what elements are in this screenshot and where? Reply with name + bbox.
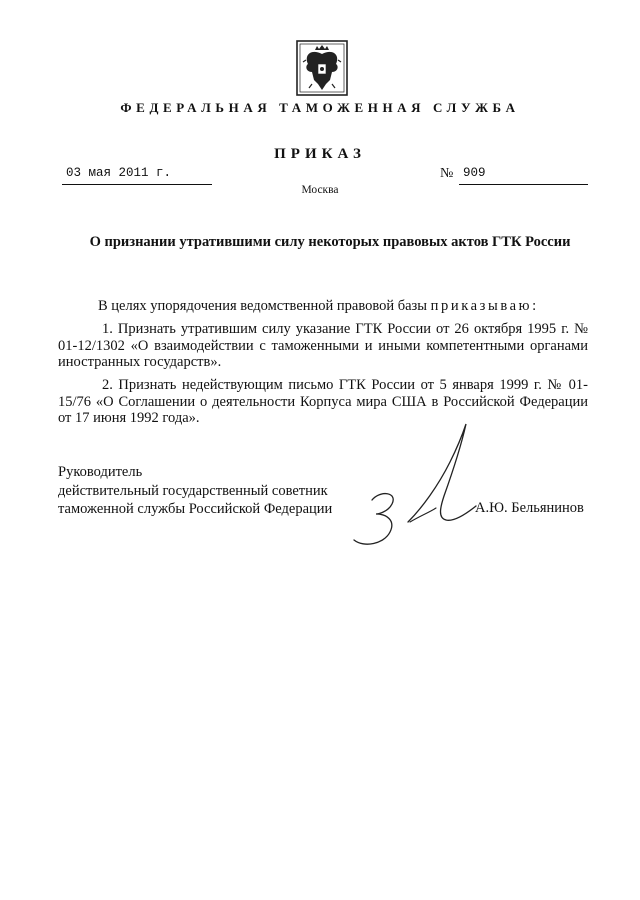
order-item	[58, 377, 588, 427]
russian-double-headed-eagle-emblem-icon	[296, 40, 348, 96]
preamble-lead: В целях упорядочения ведомственной правовой базы	[98, 298, 431, 314]
handwritten-signature-icon	[350, 422, 480, 562]
order-number: 909	[463, 166, 486, 180]
position-line: таможенной службы Российской Федерации	[58, 501, 333, 517]
order-item	[58, 321, 588, 371]
document-type-title: ПРИКАЗ	[274, 146, 366, 162]
order-number-underline	[459, 166, 588, 185]
city: Москва	[301, 184, 339, 196]
order-date: 03 мая 2011 г.	[66, 166, 172, 180]
preamble-verb: приказываю:	[430, 298, 539, 314]
position-line: Руководитель	[58, 464, 143, 480]
preamble	[98, 298, 539, 315]
order-item-text: 1. Признать утратившим силу указание ГТК России от 26 октября 1995 г. № 01-12/1302 «О взаимодействии с таможенными и иными компетентными органами иностранных государств».	[58, 321, 588, 370]
agency-name: ФЕДЕРАЛЬНАЯ ТАМОЖЕННАЯ СЛУЖБА	[120, 100, 520, 115]
order-number-field	[440, 166, 588, 184]
signatory-position	[58, 463, 332, 519]
position-line: действительный государственный советник	[58, 482, 328, 499]
order-date-field	[62, 166, 212, 185]
number-sign: №	[440, 166, 454, 181]
order-subject: О признании утратившими силу некоторых правовых актов ГТК России	[89, 234, 571, 250]
order-item-text: 2. Признать недействующим письмо ГТК России от 5 января 1999 г. № 01-15/76 «О Соглашении о деятельности Корпуса мира США в Российской Федерации от 17 июня 1992 года».	[58, 377, 588, 426]
signatory-name: А.Ю. Бельянинов	[475, 500, 584, 516]
